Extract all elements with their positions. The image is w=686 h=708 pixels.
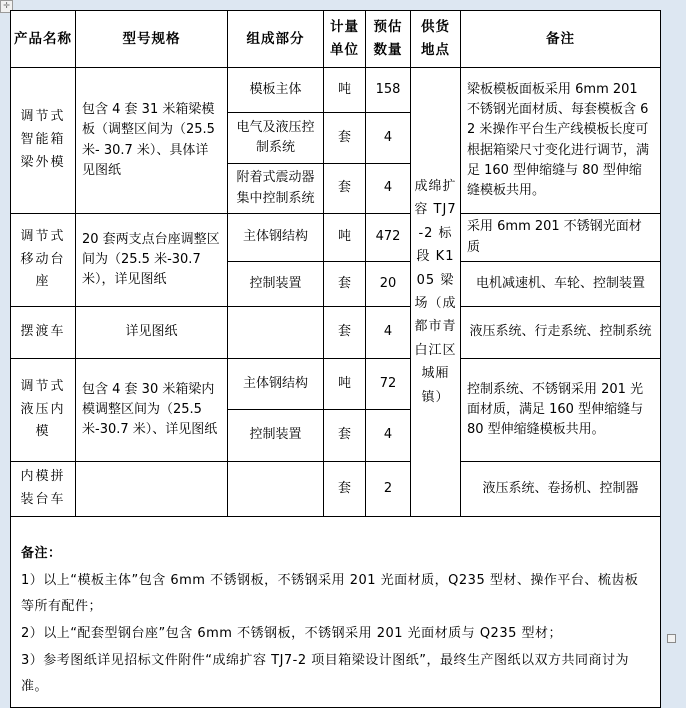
header-location: 供货地点: [411, 11, 461, 68]
cell-unit: 套: [324, 164, 366, 214]
cell-supply-location: 成绵扩容 TJ7-2 标段 K105 梁场（成都市青白江区城厢镇）: [411, 68, 461, 517]
cell-component: 控制装置: [228, 410, 324, 462]
cell-model-spec: [76, 462, 228, 517]
cell-model-spec: 包含 4 套 30 米箱梁内模调整区间为（25.5 米-30.7 米）、详见图纸: [76, 359, 228, 462]
cell-model-spec: 包含 4 套 31 米箱梁模板（调整区间为（25.5 米- 30.7 米）、具体详见图纸: [76, 68, 228, 214]
table-resize-handle[interactable]: [667, 634, 676, 643]
footnotes-cell: [11, 517, 661, 708]
cell-component: 电气及液压控制系统: [228, 113, 324, 164]
cell-remark: 液压系统、卷扬机、控制器: [461, 462, 661, 517]
cell-component: 主体钢结构: [228, 359, 324, 410]
cell-unit: 吨: [324, 214, 366, 262]
header-model: 型号规格: [76, 11, 228, 68]
cell-qty: 2: [366, 462, 411, 517]
header-row: [11, 11, 661, 68]
footnotes-row: [11, 517, 661, 708]
footnote-line: 3）参考图纸详见招标文件附件“成绵扩容 TJ7-2 项目箱梁设计图纸”，最终生产图纸以双方共同商讨为准。: [21, 652, 630, 695]
cell-remark: 梁板模板面板采用 6mm 201 不锈钢光面材质、每套模板含 62 米操作平台生产线模板长度可根据箱梁尺寸变化进行调节，满足 160 型伸缩缝与 80 型伸缩缝模板共用。: [461, 68, 661, 214]
cell-product-name: 内模拼装台车: [11, 462, 76, 517]
cell-model-spec: 20 套两支点台座调整区间为（25.5 米-30.7 米），详见图纸: [76, 214, 228, 307]
cell-qty: 4: [366, 410, 411, 462]
table-row: [11, 462, 661, 517]
cell-qty: 4: [366, 164, 411, 214]
cell-component: [228, 307, 324, 359]
table-move-handle-icon[interactable]: ✛: [0, 0, 13, 13]
cell-qty: 158: [366, 68, 411, 113]
cell-product-name: 调节式智能箱梁外模: [11, 68, 76, 214]
cell-unit: 套: [324, 262, 366, 307]
procurement-table: [10, 10, 661, 708]
cell-component: 控制装置: [228, 262, 324, 307]
table-row: [11, 68, 661, 113]
footnotes-title: 备注：: [21, 546, 62, 561]
cell-unit: 吨: [324, 359, 366, 410]
cell-component: 主体钢结构: [228, 214, 324, 262]
header-unit: 计量单位: [324, 11, 366, 68]
cell-remark: 采用 6mm 201 不锈钢光面材质: [461, 214, 661, 262]
footnote-line: 2）以上“配套型钢台座”包含 6mm 不锈钢板，不锈钢采用 201 光面材质与 Q235 型材；: [21, 625, 562, 641]
cell-qty: 72: [366, 359, 411, 410]
cell-unit: 套: [324, 307, 366, 359]
footnote-line: 1）以上“模板主体”包含 6mm 不锈钢板，不锈钢采用 201 光面材质，Q235 型材、操作平台、梳齿板等所有配件；: [21, 572, 639, 615]
cell-remark: 电机减速机、车轮、控制装置: [461, 262, 661, 307]
table-row: [11, 307, 661, 359]
cell-unit: 套: [324, 410, 366, 462]
cell-model-spec: 详见图纸: [76, 307, 228, 359]
cell-unit: 吨: [324, 68, 366, 113]
cell-component: 模板主体: [228, 68, 324, 113]
cell-product-name: 摆渡车: [11, 307, 76, 359]
cell-qty: 4: [366, 113, 411, 164]
header-component: 组成部分: [228, 11, 324, 68]
cell-component: [228, 462, 324, 517]
cell-qty: 472: [366, 214, 411, 262]
cell-remark: 液压系统、行走系统、控制系统: [461, 307, 661, 359]
cell-product-name: 调节式移动台座: [11, 214, 76, 307]
cell-unit: 套: [324, 462, 366, 517]
table-row: [11, 359, 661, 410]
cell-unit: 套: [324, 113, 366, 164]
header-qty: 预估数量: [366, 11, 411, 68]
cell-product-name: 调节式液压内模: [11, 359, 76, 462]
header-product: 产品名称: [11, 11, 76, 68]
cell-remark: 控制系统、不锈钢采用 201 光面材质，满足 160 型伸缩缝与 80 型伸缩缝模板共用。: [461, 359, 661, 462]
table-row: [11, 214, 661, 262]
header-remark: 备注: [461, 11, 661, 68]
cell-qty: 4: [366, 307, 411, 359]
cell-component: 附着式震动器集中控制系统: [228, 164, 324, 214]
cell-qty: 20: [366, 262, 411, 307]
